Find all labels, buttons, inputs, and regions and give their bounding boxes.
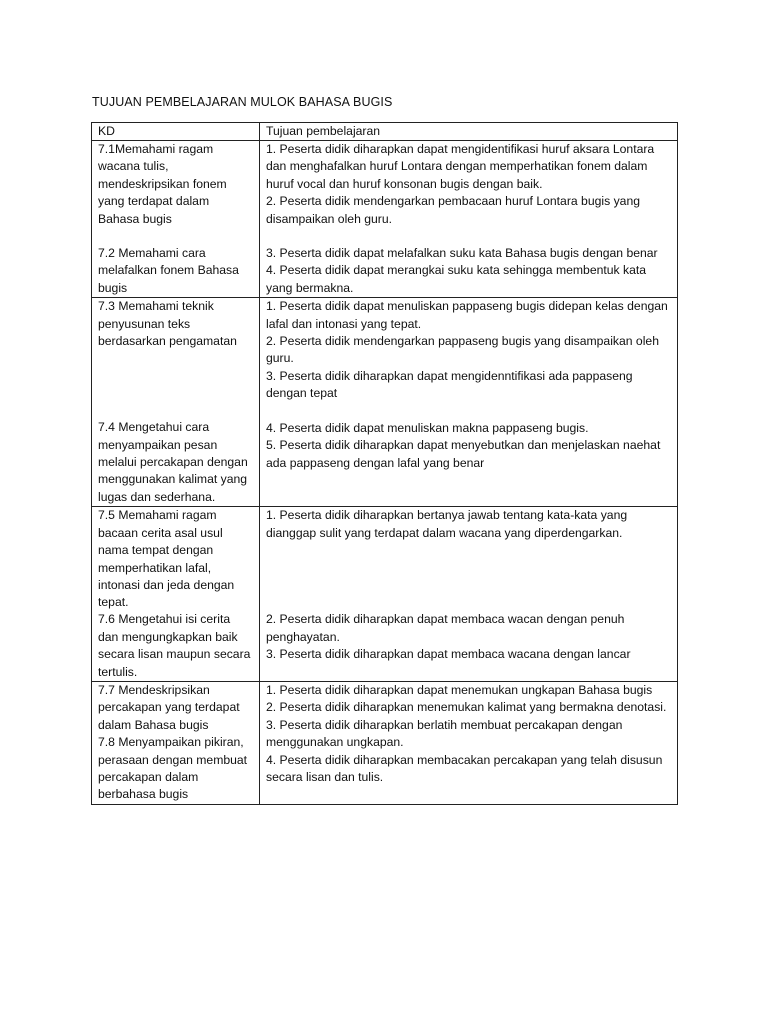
tujuan-cell [260, 507, 678, 682]
tujuan-cell [260, 681, 678, 804]
tujuan-item: 2. Peserta didik mendengarkan pappaseng bugis yang disampaikan oleh guru. [266, 334, 659, 366]
table-row [92, 507, 678, 682]
tujuan-item: 2. Peserta didik diharapkan dapat membaca wacan dengan penuh penghayatan. [266, 612, 625, 644]
table-row [92, 298, 678, 507]
table-header-row [92, 123, 678, 141]
kd-item: 7.1Memahami ragam wacana tulis, mendeskripsikan fonem yang terdapat dalam Bahasa bugis [98, 142, 227, 226]
tujuan-item: 1. Peserta didik diharapkan bertanya jawab tentang kata-kata yang dianggap sulit yang terdapat dalam wacana yang diperdengarkan. [266, 508, 628, 540]
tujuan-cell [260, 298, 678, 507]
kd-table [91, 122, 678, 805]
tujuan-item: 3. Peserta didik diharapkan dapat membaca wacana dengan lancar [266, 647, 631, 662]
tujuan-item: 3. Peserta didik diharapkan dapat mengidenntifikasi ada pappaseng dengan tepat [266, 368, 633, 401]
tujuan-item: 1. Peserta didik diharapkan dapat mengidentifikasi huruf aksara Lontara dan menghafalkan huruf Lontara dengan memperhatikan fonem dalam huruf vocal dan huruf konsonan bugis dengan baik. [266, 142, 655, 191]
tujuan-item: 3. Peserta didik diharapkan berlatih membuat percakapan dengan menggunakan ungkapan. [266, 717, 623, 750]
tujuan-item: 5. Peserta didik diharapkan dapat menyebutkan dan menjelaskan naehat ada pappaseng dengan lafal yang benar [266, 438, 661, 470]
kd-item: 7.6 Mengetahui isi cerita dan mengungkapkan baik secara lisan maupun secara tertulis. [98, 612, 251, 679]
kd-cell [92, 507, 260, 682]
kd-item: 7.5 Memahami ragam bacaan cerita asal usul nama tempat dengan memperhatikan lafal, intonasi dan jeda dengan tepat. [98, 508, 235, 610]
document-title: TUJUAN PEMBELAJARAN MULOK BAHASA BUGIS [92, 95, 393, 109]
kd-cell [92, 298, 260, 507]
table-row [92, 681, 678, 804]
header-kd: KD [92, 123, 260, 141]
kd-item: 7.8 Menyampaikan pikiran, perasaan dengan membuat percakapan dalam berbahasa bugis [98, 735, 248, 802]
tujuan-cell [260, 141, 678, 298]
kd-item: 7.3 Memahami teknik penyusunan teks berdasarkan pengamatan [98, 299, 237, 349]
header-tujuan: Tujuan pembelajaran [260, 123, 678, 141]
tujuan-item: 4. Peserta didik dapat merangkai suku kata sehingga membentuk kata yang bermakna. [266, 263, 647, 295]
tujuan-item: 2. Peserta didik diharapkan menemukan kalimat yang bermakna denotasi. [266, 700, 667, 715]
kd-item: 7.7 Mendeskripsikan percakapan yang terdapat dalam Bahasa bugis [98, 682, 240, 732]
tujuan-item: 2. Peserta didik mendengarkan pembacaan huruf Lontara bugis yang disampaikan oleh guru. [266, 194, 640, 226]
table-row [92, 141, 678, 298]
kd-cell [92, 141, 260, 298]
tujuan-item: 3. Peserta didik dapat melafalkan suku kata Bahasa bugis dengan benar [266, 246, 658, 261]
kd-item: 7.2 Memahami cara melafalkan fonem Bahasa bugis [98, 246, 239, 295]
tujuan-item: 4. Peserta didik diharapkan membacakan percakapan yang telah disusun secara lisan dan tulis. [266, 752, 663, 784]
tujuan-item: 4. Peserta didik dapat menuliskan makna pappaseng bugis. [266, 420, 589, 435]
tujuan-item: 1. Peserta didik diharapkan dapat menemukan ungkapan Bahasa bugis [266, 682, 653, 697]
tujuan-item: 1. Peserta didik dapat menuliskan pappaseng bugis didepan kelas dengan lafal dan intonasi yang tepat. [266, 299, 668, 331]
kd-cell [92, 681, 260, 804]
kd-item: 7.4 Mengetahui cara menyampaikan pesan melalui percakapan dengan menggunakan kalimat yang lugas dan sederhana. [98, 420, 248, 504]
